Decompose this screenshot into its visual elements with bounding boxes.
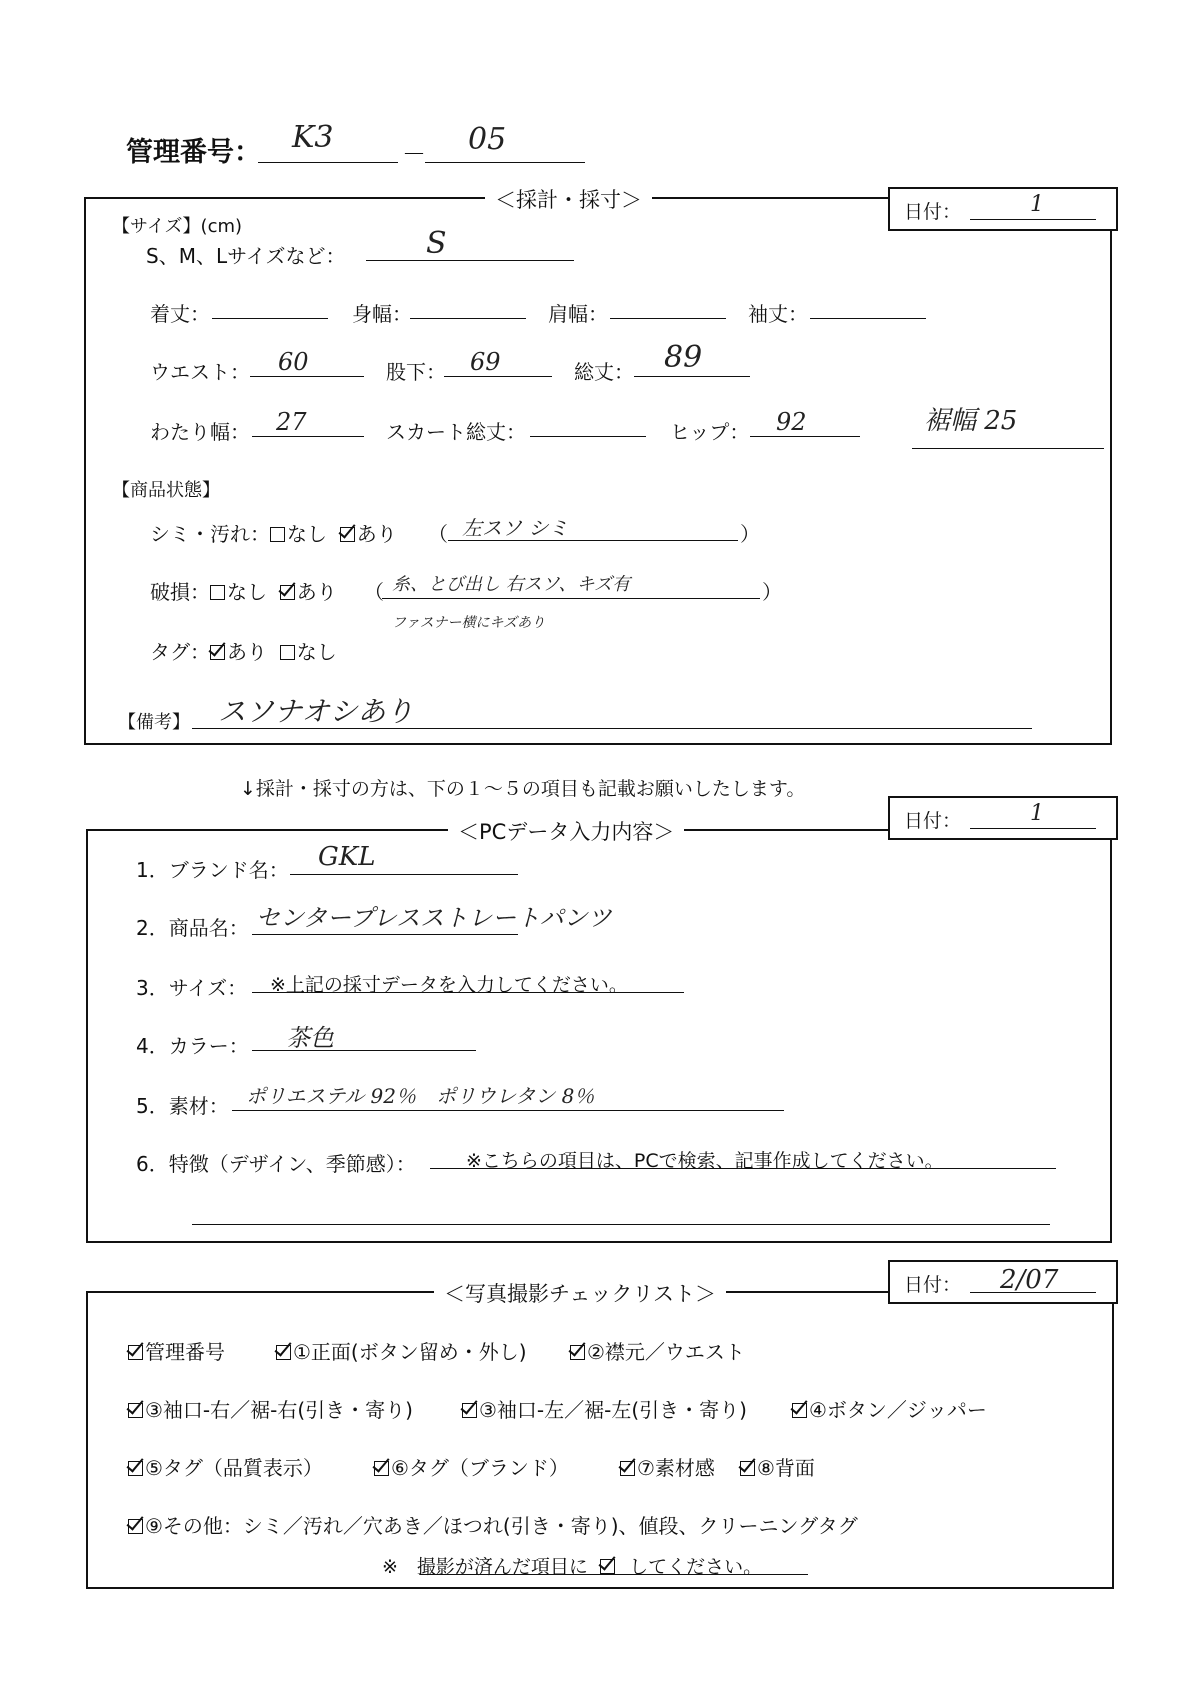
check-kanri-checkbox[interactable] — [128, 1345, 143, 1360]
mihaba-label: 身幅： — [352, 302, 412, 326]
instruction-text: ↓採計・採寸の方は、下の１～５の項目も記載お願いしたします。 — [240, 778, 806, 800]
check-material: ⑦素材感 — [620, 1452, 715, 1481]
kitake-label: 着丈： — [150, 302, 210, 326]
remarks-value: スソナオシあり — [218, 695, 414, 728]
check-tag-quality-checkbox[interactable] — [128, 1461, 143, 1476]
checklist-note: ※ 撮影が済んだ項目に してください。 — [382, 1556, 763, 1578]
photo-date-value: 2/07 — [1000, 1265, 1059, 1295]
management-number-value-b: 05 — [468, 122, 507, 157]
brand-label: 1．ブランド名： — [136, 858, 289, 882]
check-collar-checkbox[interactable] — [570, 1345, 585, 1360]
check-back: ⑧背面 — [740, 1452, 815, 1481]
tag-row: タグ： あり なし — [150, 640, 337, 664]
size-value: ※上記の採寸データを入力してください。 — [270, 974, 628, 996]
measurement-date-box — [888, 187, 1118, 231]
product-value: センタープレスストレートパンツ — [256, 904, 612, 932]
tag-exists-checkbox[interactable] — [210, 645, 225, 660]
material-label: 5．素材： — [136, 1094, 229, 1118]
check-tag-brand: ⑥タグ（ブランド） — [374, 1452, 569, 1481]
hip-label: ヒップ： — [670, 420, 750, 444]
watari-value: 27 — [276, 408, 307, 436]
pc-data-section-caption: ＜PCデータ入力内容＞ — [448, 816, 684, 846]
stain-none-checkbox[interactable] — [270, 527, 285, 542]
feature-value: ※こちらの項目は、PCで検索、記事作成してください。 — [466, 1150, 944, 1172]
photo-checklist-caption: ＜写真撮影チェックリスト＞ — [434, 1278, 726, 1308]
check-collar: ②襟元／ウエスト — [570, 1336, 745, 1365]
management-number-value-a: K3 — [292, 120, 334, 155]
condition-heading: 【商品状態】 — [112, 480, 220, 501]
damage-none-checkbox[interactable] — [210, 585, 225, 600]
waist-value: 60 — [278, 348, 309, 376]
management-number-dash: － — [402, 140, 426, 168]
management-number-line-b — [425, 162, 585, 163]
size-sml-label: S、M、Lサイズなど： — [146, 244, 346, 268]
check-material-checkbox[interactable] — [620, 1461, 635, 1476]
management-number-label: 管理番号： — [126, 137, 261, 168]
product-label: 2．商品名： — [136, 916, 249, 940]
remarks-label: 【備考】 — [118, 712, 190, 733]
waist-label: ウエスト： — [150, 360, 250, 384]
stain-note: 左スソ シミ — [462, 516, 569, 540]
pc-data-date-value: 1 — [1030, 801, 1044, 826]
color-label: 4．カラー： — [136, 1034, 249, 1058]
management-number-line-a — [258, 162, 398, 163]
stain-row: シミ・汚れ： なし あり — [150, 522, 397, 546]
material-value: ポリエステル 92％ ポリウレタン 8％ — [246, 1084, 595, 1108]
check-button: ④ボタン／ジッパー — [792, 1394, 987, 1423]
size-heading: 【サイズ】(cm) — [112, 216, 243, 237]
check-cuff-right-checkbox[interactable] — [128, 1403, 143, 1418]
photo-date-box — [888, 1260, 1118, 1304]
check-front-checkbox[interactable] — [276, 1345, 291, 1360]
tag-label: タグ： — [150, 640, 210, 664]
damage-row: 破損： なし あり — [150, 580, 337, 604]
measurement-date-label: 日付： — [904, 201, 962, 223]
feature-label: 6．特徴（デザイン、季節感）： — [136, 1152, 416, 1176]
soutake-label: 総丈： — [574, 360, 634, 384]
tag-none-checkbox[interactable] — [280, 645, 295, 660]
measurement-section-caption: ＜採計・採寸＞ — [485, 184, 652, 214]
damage-label: 破損： — [150, 580, 210, 604]
susohaba-note: 裾幅 25 — [924, 406, 1018, 436]
pc-data-date-label: 日付： — [904, 810, 962, 832]
check-tag-quality: ⑤タグ（品質表示） — [128, 1452, 323, 1481]
check-front: ①正面(ボタン留め・外し) — [276, 1336, 527, 1365]
stain-label: シミ・汚れ： — [150, 522, 270, 546]
watari-label: わたり幅： — [150, 420, 250, 444]
photo-date-label: 日付： — [904, 1274, 962, 1296]
checklist-note-check-icon — [600, 1559, 615, 1574]
color-value: 茶色 — [286, 1024, 334, 1052]
feature-extra-line — [192, 1224, 1050, 1225]
check-cuff-right: ③袖口-右／裾-右(引き・寄り) — [128, 1394, 413, 1423]
size-label: 3．サイズ： — [136, 976, 248, 1000]
check-tag-brand-checkbox[interactable] — [374, 1461, 389, 1476]
matashita-value: 69 — [470, 348, 501, 376]
check-cuff-left: ③袖口-左／裾-左(引き・寄り) — [462, 1394, 747, 1423]
matashita-label: 股下： — [386, 360, 446, 384]
katahaba-label: 肩幅： — [548, 302, 608, 326]
soutake-value: 89 — [664, 340, 703, 375]
check-other: ⑨その他：シミ／汚れ／穴あき／ほつれ(引き・寄り)、値段、クリーニングタグ — [128, 1510, 858, 1539]
check-button-checkbox[interactable] — [792, 1403, 807, 1418]
brand-value: GKL — [318, 842, 376, 872]
skirt-length-label: スカート総丈： — [386, 420, 526, 444]
measurement-date-value: 1 — [1030, 192, 1044, 217]
check-cuff-left-checkbox[interactable] — [462, 1403, 477, 1418]
hip-value: 92 — [776, 408, 807, 436]
check-kanri: 管理番号 — [128, 1336, 225, 1365]
pc-data-date-box — [888, 796, 1118, 840]
damage-exists-checkbox[interactable] — [280, 585, 295, 600]
damage-note-2: ファスナー横にキズあり — [392, 615, 546, 631]
size-sml-value: S — [426, 226, 447, 261]
stain-exists-checkbox[interactable] — [340, 527, 355, 542]
check-back-checkbox[interactable] — [740, 1461, 755, 1476]
damage-note: 糸、とび出し 右スソ、キズ有 — [392, 574, 631, 595]
check-other-checkbox[interactable] — [128, 1519, 143, 1534]
sodetake-label: 袖丈： — [748, 302, 808, 326]
